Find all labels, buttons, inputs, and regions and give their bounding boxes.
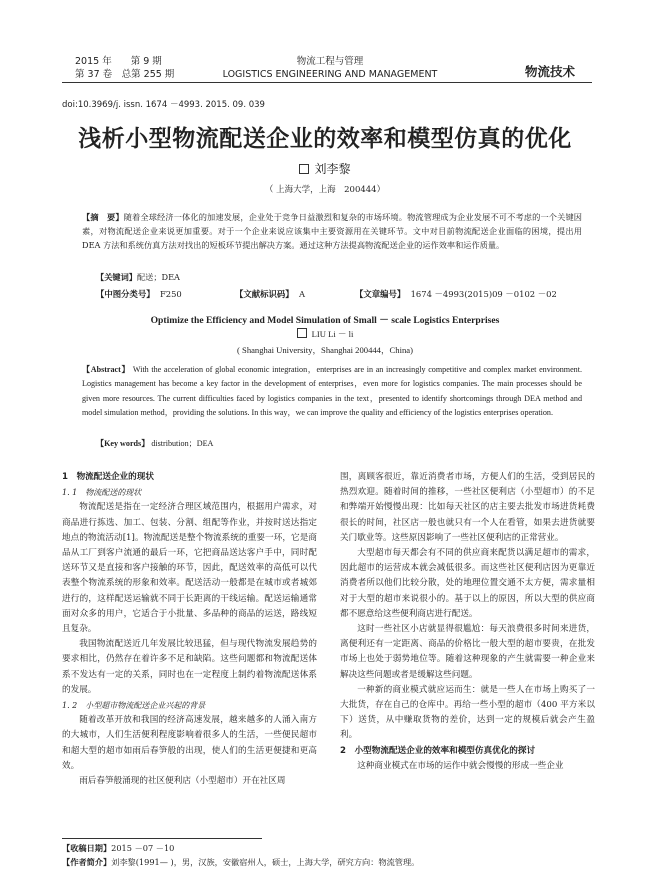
en-affiliation: ( Shanghai University，Shanghai 200444，China)	[237, 345, 413, 355]
doc-label: 【文献标识码】	[235, 289, 294, 299]
en-keywords-text: distribution；DEA	[151, 439, 214, 448]
en-title: Optimize the Efficiency and Model Simulation of Small － scale Logistics Enterprises	[150, 315, 500, 326]
doc-value: A	[298, 289, 306, 299]
section-name: 物流技术	[525, 64, 576, 79]
article-label: 【文章编号】	[355, 289, 406, 299]
paragraph: 雨后春笋般涌现的社区便利店（小型超市）开在社区周	[79, 776, 286, 787]
en-author-line	[0, 328, 650, 340]
doi: doi:10.3969/j. issn. 1674 －4993. 2015. 09. 039	[62, 100, 265, 110]
affiliation: （ 上海大学，上海 200444）	[264, 185, 386, 195]
author-box-icon	[299, 164, 309, 174]
subsection-heading-1-1: 1. 1 物流配送的现状	[62, 488, 142, 498]
keywords-en	[96, 437, 576, 451]
paragraph: 这种商业模式在市场的运作中就会慢慢的形成一些企业	[357, 760, 564, 771]
section-heading-1: 1 物流配送企业的现状	[62, 472, 154, 482]
en-author-box-icon	[297, 328, 307, 338]
received-value: 2015 －07 －10	[111, 843, 175, 853]
author-bio	[62, 856, 419, 869]
journal-en: LOGISTICS ENGINEERING AND MANAGEMENT	[222, 69, 438, 80]
header-rule	[62, 82, 592, 83]
abstract-en	[82, 363, 582, 420]
author-bio-label: 【作者简介】	[62, 857, 112, 867]
page-title: 浅析小型物流配送企业的效率和模型仿真的优化	[78, 125, 572, 152]
body-left-column	[62, 470, 317, 789]
body-right-column	[340, 470, 595, 774]
clc	[96, 288, 182, 300]
clc-value: F250	[159, 289, 182, 299]
subsection-heading-1-2: 1. 2 小型超市物流配送企业兴起的背景	[62, 701, 206, 711]
doc-code	[235, 288, 305, 300]
journal-name	[200, 55, 460, 81]
paragraph: 这时一些社区小店就显得很尴尬：每天浪费很多时间来进货，离便利还有一定距离、商品的价格比一般大型的超市要贵，在批发市场上也处于弱势地位等。随着这种现象的产生就需要一种企业来解决这些问题或者是缓解这些问题。	[340, 624, 595, 680]
received-label: 【收稿日期】	[62, 843, 112, 853]
abstract-label: 【摘 要】	[82, 212, 124, 222]
paragraph: 一种新的商业模式就应运而生：就是一些人在市场上购买了一大批货，存在自己的仓库中。再给一些小型的超市（400 平方米以下）送货，从中赚取货物的差价，达到一定的规模后就会产生盈利。	[340, 684, 595, 741]
journal-cn: 物流工程与管理	[296, 56, 364, 67]
section-heading-2: 2 小型物流配送企业的效率和模型仿真优化的探讨	[340, 745, 536, 756]
abstract-text: 随着全球经济一体化的加速发展，企业处于竞争日益激烈和复杂的市场环境。物流管理成为企业发展不可不考虑的一个关键因素，对物流配送企业来说更加重要。对于一个企业来说应该集中主要资源用在关键环节。文中对目前物流配送企业面临的困境，提出用 DEA 方法和系统仿真方法对找出的短板环节提出解决方案。通过这种方法提高物流配送企业的运作效率和运作质量。	[82, 212, 582, 250]
article-number	[355, 288, 557, 300]
keywords-cn	[96, 270, 576, 284]
year-issue: 2015 年 第 9 期	[75, 56, 162, 67]
en-abstract-label: 【Abstract】	[82, 365, 131, 374]
paragraph: 我国物流配送近几年发展比较迅猛，但与现代物流发展趋势的要求相比，仍然存在着许多不足和缺陷。这些问题都和物流配送体系不发达有一定的关系，同时也在一定程度上制约着物流配送体系的发展。	[62, 639, 317, 695]
en-author: LIU Li － li	[311, 329, 354, 339]
author-bio-value: 刘李黎(1991— )，男，汉族，安徽宿州人，硕士，上海大学，研究方向：物流管理。	[111, 857, 420, 867]
article-value: 1674 －4993(2015)09 －0102 －02	[410, 289, 557, 299]
paragraph: 大型超市每天都会有不同的供应商来配货以满足超市的需求，因此超市的运营成本就会减低很多。而这些社区便利店因为更靠近消费者所以他们比较分散，处的地理位置交通不太方便，需求量相对于大型的超市来说很小的。基于以上的原因，所以大型的供应商都不愿意给这些便利商店进行配送。	[340, 548, 595, 619]
footnote-rule	[62, 838, 262, 839]
en-keywords-label: 【Key words】	[96, 439, 150, 448]
keywords-label: 【关键词】	[96, 272, 137, 282]
volume-total: 第 37 卷 总第 255 期	[75, 69, 175, 80]
paragraph: 随着改革开放和我国的经济高速发展，越来越多的人涌入南方的大城市，人们生活便利程度影响着很多人的生活，一些便民超市和超大型的超市如雨后春笋般的出现，使人们的生活更便捷和更高效。	[62, 715, 317, 771]
author-line	[0, 160, 650, 177]
paragraph: 围，离顾客很近，靠近消费者市场，方便人们的生活，受到居民的热烈欢迎。随着时间的推移，一些社区便利店（小型超市）的不足和弊端开始慢慢出现：比如每天社区的店主要去批发市场进货耗费很长的时间，社区店一般也就只有一个人在看管，如果去进货就要关门歇业等。这些原因影响了一些社区便利店的正常营业。	[340, 472, 595, 543]
paragraph: 物流配送是指在一定经济合理区域范围内，根据用户需求，对商品进行拣选、加工、包装、分割、组配等作业，并按时送达指定地点的物流活动[1]。物流配送是整个物流系统的重要一环，它是商品从工厂到客户流通的最后一环，它把商品送达客户手中，同时配送环节又是直接和客户接触的环节，因此，配送效率的高低可以代表整个物流系统的形象和效率。配送活动一般都是在城市或者城郊进行的，这样配送运输就不同于长距离的干线运输。配送运输通常面对众多的用户，它适合于小批量、多品种的商品的运送，路线短且复杂。	[62, 502, 317, 635]
received-date	[62, 842, 174, 855]
en-abstract-text: With the acceleration of global economic integration，enterprises are in an increasingly competitive and complex market environment. Logistics management has become a key factor in the development of enterprises，even more for logistics companies. The main processes should be given more resources. The current difficulties faced by logistics companies in the text，presented to identify shortcomings through DEA method and model simulation method，providing the solutions. In this way，we can improve the quality and efficiency of the logistics enterprises operation.	[82, 365, 583, 417]
clc-label: 【中图分类号】	[96, 289, 155, 299]
abstract-cn	[82, 210, 582, 252]
author-name: 刘李黎	[314, 162, 351, 176]
issue-info	[75, 55, 174, 81]
keywords-text: 配送；DEA	[136, 272, 180, 282]
